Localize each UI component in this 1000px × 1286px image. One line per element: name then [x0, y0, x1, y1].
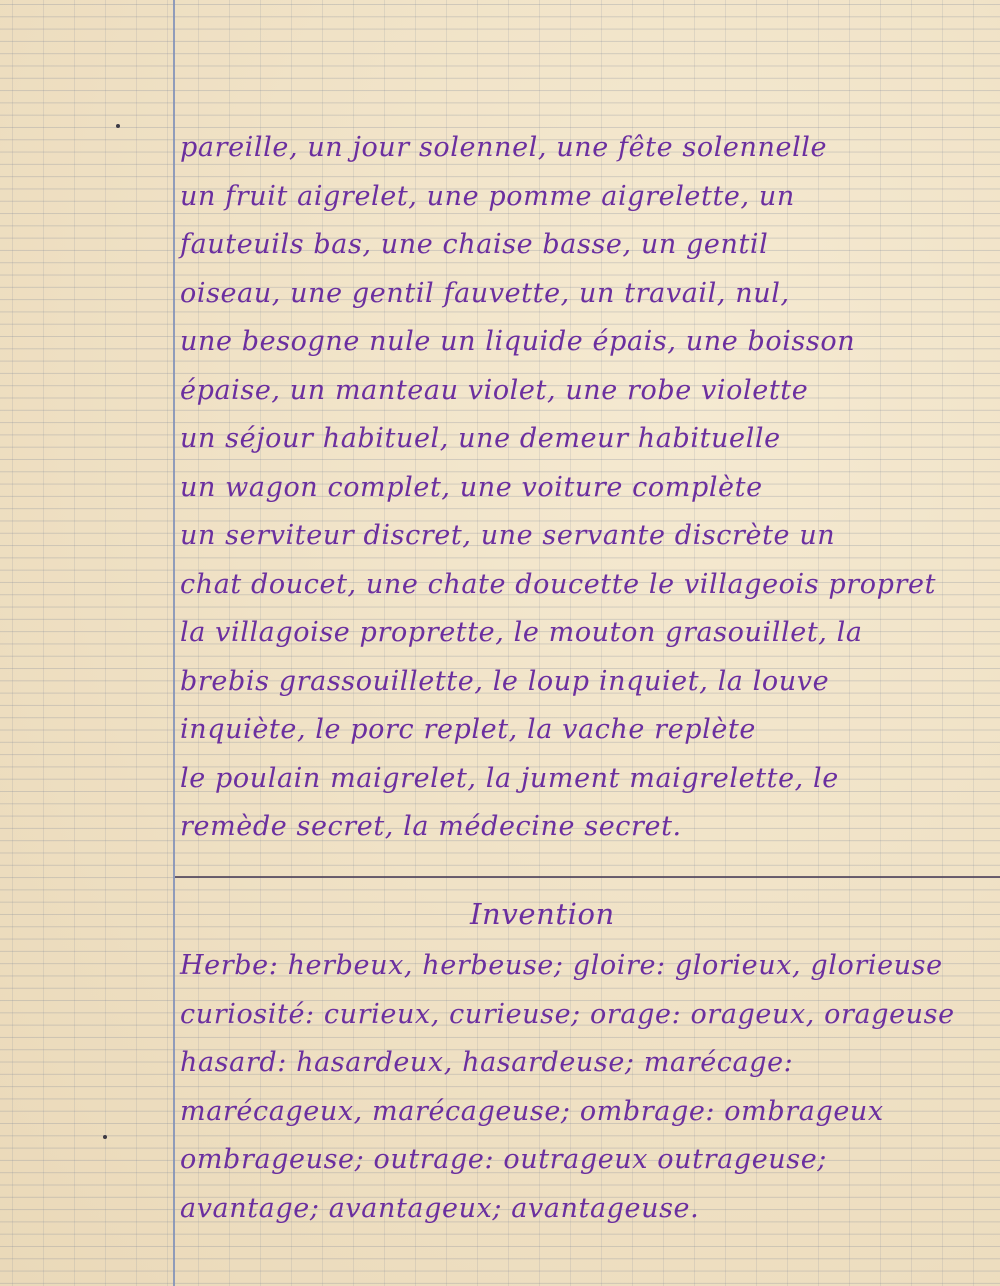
text-line: le poulain maigrelet, la jument maigrelette, le: [180, 763, 839, 794]
text-line: oiseau, une gentil fauvette, un travail, nul,: [180, 278, 790, 309]
text-line: avantage; avantageux; avantageuse.: [180, 1193, 700, 1224]
text-line: ombrageuse; outrage: outrageux outrageuse;: [180, 1144, 827, 1175]
ink-dot: [116, 124, 120, 128]
text-line: marécageux, marécageuse; ombrage: ombrageux: [180, 1096, 884, 1127]
text-line: une besogne nule un liquide épais, une boisson: [180, 326, 856, 357]
margin-rule: [173, 0, 175, 1286]
text-line: un séjour habituel, une demeur habituelle: [180, 423, 781, 454]
text-line: Herbe: herbeux, herbeuse; gloire: glorieux, glorieuse: [180, 950, 943, 981]
text-line: fauteuils bas, une chaise basse, un gentil: [180, 229, 769, 260]
text-line: pareille, un jour solennel, une fête solennelle: [180, 132, 828, 163]
text-line: un wagon complet, une voiture complète: [180, 472, 763, 503]
text-line: remède secret, la médecine secret.: [180, 811, 682, 842]
section-divider: [175, 876, 1000, 878]
text-line: inquiète, le porc replet, la vache replète: [180, 714, 756, 745]
ink-dot: [103, 1135, 107, 1139]
section-title: Invention: [470, 897, 615, 931]
text-line: curiosité: curieux, curieuse; orage: orageux, orageuse: [180, 999, 955, 1030]
text-line: hasard: hasardeux, hasardeuse; marécage:: [180, 1047, 794, 1078]
text-line: chat doucet, une chate doucette le villageois propret: [180, 569, 937, 600]
text-line: la villagoise proprette, le mouton grasouillet, la: [180, 617, 863, 648]
text-line: un serviteur discret, une servante discrète un: [180, 520, 836, 551]
text-line: brebis grassouillette, le loup inquiet, la louve: [180, 666, 830, 697]
text-line: un fruit aigrelet, une pomme aigrelette, un: [180, 181, 795, 212]
text-line: épaise, un manteau violet, une robe violette: [180, 375, 809, 406]
